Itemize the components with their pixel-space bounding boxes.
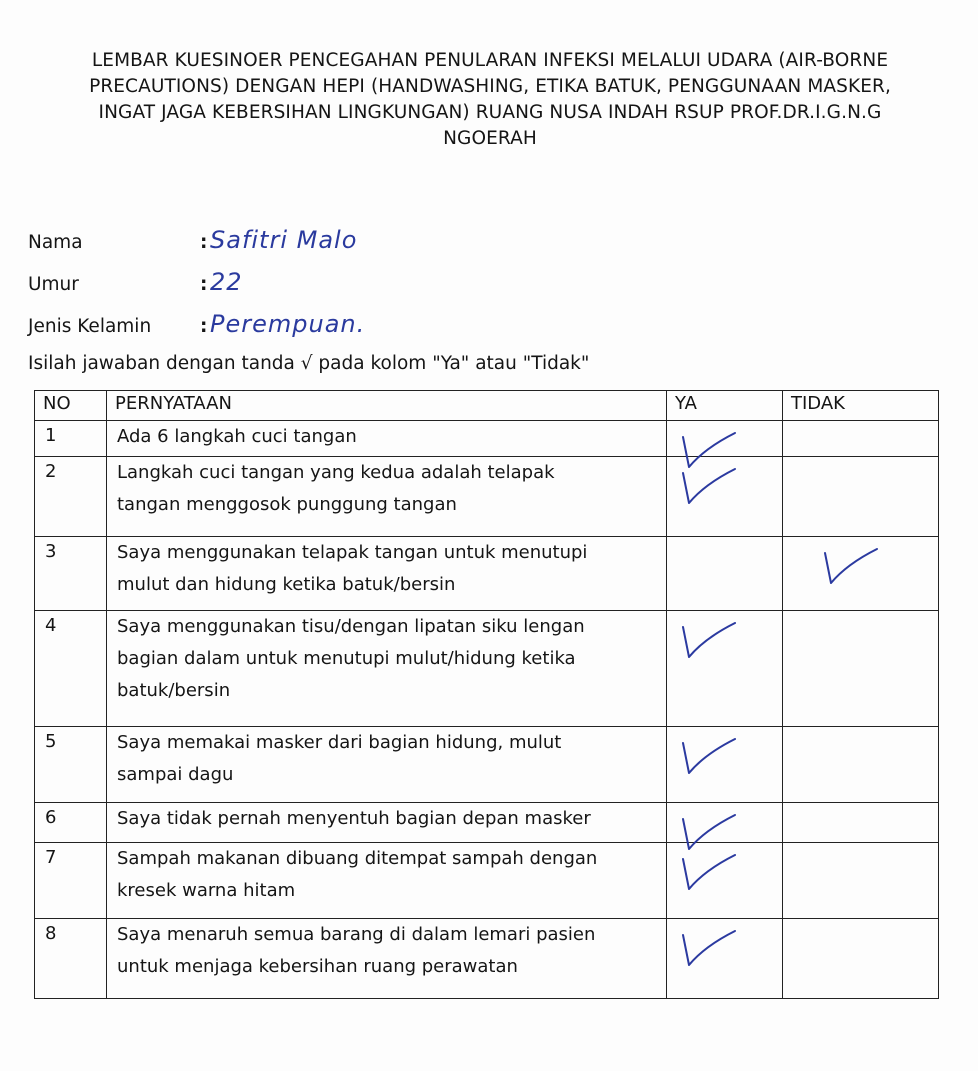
checkmark-stroke [825,549,877,583]
statement-line: bagian dalam untuk menutupi mulut/hidung ketika [117,648,576,669]
statement-line: untuk menjaga kebersihan ruang perawatan [117,956,518,977]
row-statement [107,611,667,727]
table-row [35,803,939,843]
row-statement [107,457,667,537]
statement-line: mulut dan hidung ketika batuk/bersin [117,574,456,595]
checkmark-stroke [683,623,735,657]
statement-line: kresek warna hitam [117,880,296,901]
table-row [35,421,939,457]
table-row [35,919,939,999]
row-number: 6 [35,803,107,843]
name-label: Nama [28,232,83,253]
statement-line: Saya tidak pernah menyentuh bagian depan masker [117,808,591,829]
table-row [35,537,939,611]
row-statement [107,919,667,999]
no-answer-cell[interactable] [783,421,939,457]
name-colon: : [200,232,208,253]
questionnaire-table [34,390,939,999]
gender-colon: : [200,316,208,337]
row-statement [107,421,667,457]
title-line: NGOERAH [443,128,537,149]
document-title [40,48,940,152]
row-number: 7 [35,843,107,919]
table-row [35,457,939,537]
yes-cell[interactable] [667,537,783,611]
title-line: LEMBAR KUESINOER PENCEGAHAN PENULARAN INFEKSI MELALUI UDARA (AIR-BORNE [91,50,889,71]
row-number: 1 [35,421,107,457]
statement-line: Saya menggunakan telapak tangan untuk menutupi [117,542,588,563]
yes-cell[interactable] [667,421,783,457]
checkmark-stroke [683,739,735,773]
yes-cell[interactable] [667,727,783,803]
statement-line: sampai dagu [117,764,234,785]
row-number: 8 [35,919,107,999]
row-statement [107,727,667,803]
statement-line: Saya menggunakan tisu/dengan lipatan siku lengan [117,616,585,637]
no-answer-cell[interactable] [783,537,939,611]
checkmark-stroke [683,469,735,503]
checkmark-icon [677,615,741,665]
name-value: Safitri Malo [210,226,358,254]
statement-line: Saya memakai masker dari bagian hidung, mulut [117,732,562,753]
row-number: 2 [35,457,107,537]
age-colon: : [200,274,208,295]
checkmark-stroke [683,931,735,965]
no-answer-cell[interactable] [783,843,939,919]
title-line: INGAT JAGA KEBERSIHAN LINGKUNGAN) RUANG NUSA INDAH RSUP PROF.DR.I.G.N.G [98,102,882,123]
table-row [35,843,939,919]
checkmark-icon [819,541,883,591]
no-answer-cell[interactable] [783,803,939,843]
no-answer-cell[interactable] [783,919,939,999]
statement-line: batuk/bersin [117,680,231,701]
gender-field [28,310,365,338]
yes-cell[interactable] [667,919,783,999]
title-line: PRECAUTIONS) DENGAN HEPI (HANDWASHING, ETIKA BATUK, PENGGUNAAN MASKER, [89,76,891,97]
yes-cell[interactable] [667,457,783,537]
no-answer-cell[interactable] [783,727,939,803]
header-no-answer: TIDAK [783,391,939,421]
age-value: 22 [210,268,243,296]
no-answer-cell[interactable] [783,457,939,537]
no-answer-cell[interactable] [783,611,939,727]
table-row [35,727,939,803]
row-number: 3 [35,537,107,611]
name-field [28,226,357,254]
gender-value: Perempuan. [210,310,366,338]
yes-cell[interactable] [667,611,783,727]
instruction-text: Isilah jawaban dengan tanda √ pada kolom "Ya" atau "Tidak" [28,353,590,374]
header-yes: YA [667,391,783,421]
row-statement [107,843,667,919]
statement-line: Saya menaruh semua barang di dalam lemari pasien [117,924,596,945]
row-number: 5 [35,727,107,803]
age-label: Umur [28,274,79,295]
header-no: NO [35,391,107,421]
checkmark-icon [677,731,741,781]
statement-line: Sampah makanan dibuang ditempat sampah dengan [117,848,598,869]
checkmark-icon [677,461,741,511]
checkmark-stroke [683,855,735,889]
gender-label: Jenis Kelamin [28,316,152,337]
checkmark-icon [677,923,741,973]
statement-line: tangan menggosok punggung tangan [117,494,457,515]
row-number: 4 [35,611,107,727]
table-row [35,611,939,727]
table-header-row [35,391,939,421]
yes-cell[interactable] [667,843,783,919]
row-statement [107,803,667,843]
statement-line: Ada 6 langkah cuci tangan [117,426,357,447]
row-statement [107,537,667,611]
statement-line: Langkah cuci tangan yang kedua adalah telapak [117,462,555,483]
age-field [28,268,243,296]
header-statement: PERNYATAAN [107,391,667,421]
checkmark-icon [677,847,741,897]
yes-cell[interactable] [667,803,783,843]
